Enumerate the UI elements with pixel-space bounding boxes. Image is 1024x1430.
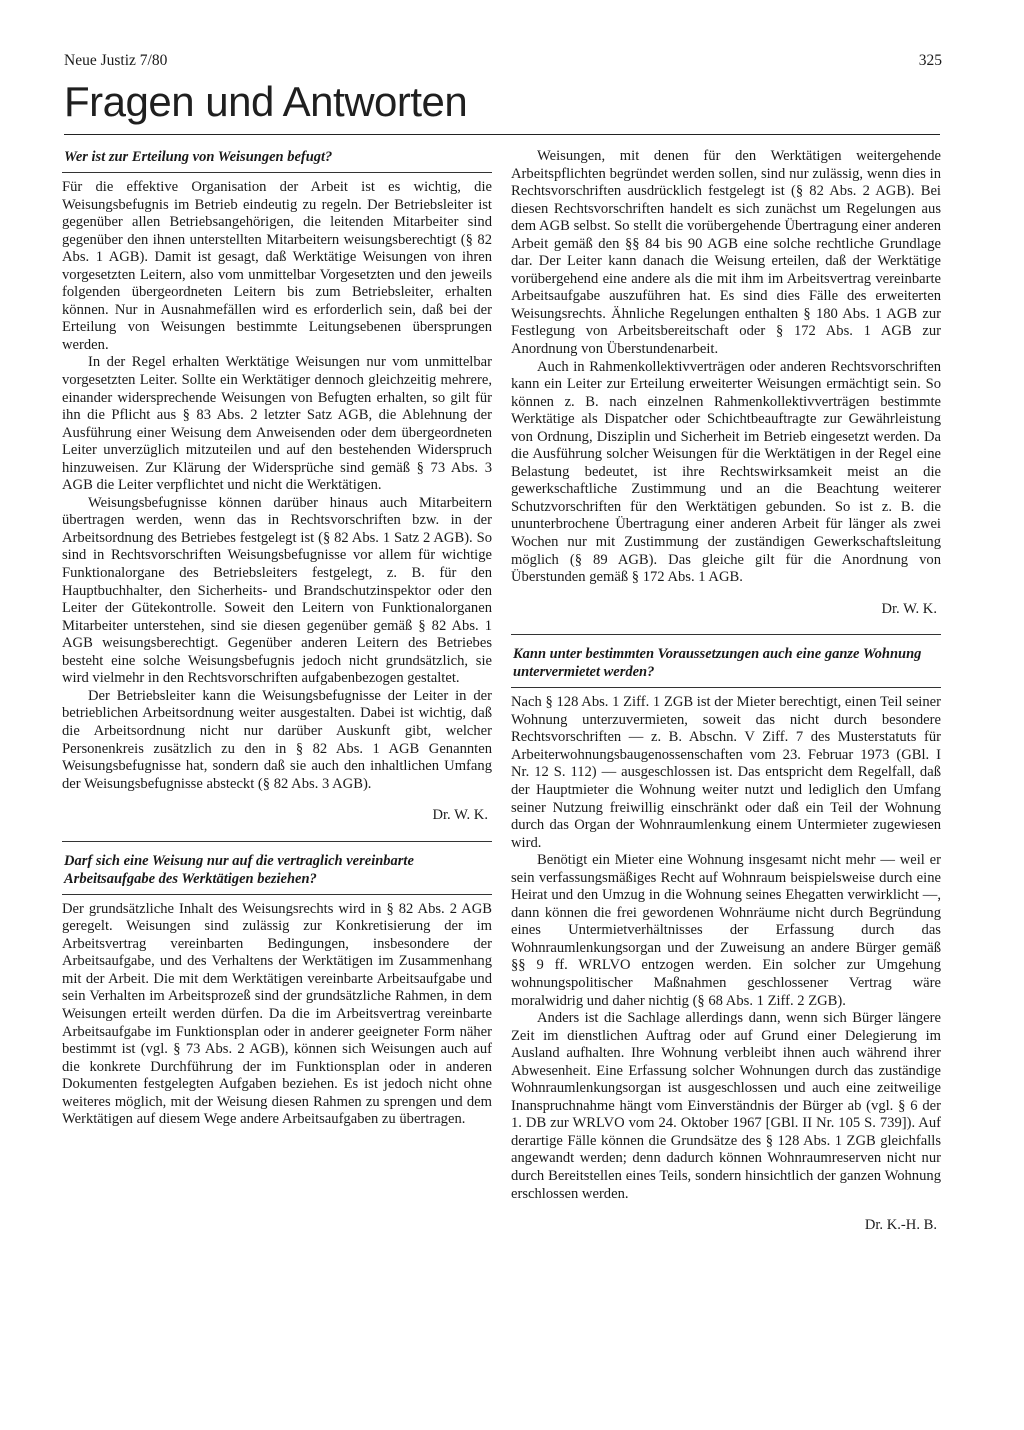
author-signature: Dr. K.-H. B. xyxy=(864,1217,937,1234)
answer-paragraph: Der grundsätzliche Inhalt des Weisungsrechts wird in § 82 Abs. 2 AGB geregelt. Weisungen sind zulässig zur Konkretisierung der im Arbeitsvertrag vereinbarten Bedingungen, insbesondere der Arbeitsaufgabe, und des Verhaltens der Werktätigen im Zusammenhang mit der Arbeit. Die mit dem Werktätigen vereinbarte Arbeitsaufgabe und sein Verhalten im Arbeitsprozeß sind der grundsätzliche Rahmen, in dem Weisungen erteilt werden dürfen. Da die im Arbeitsvertrag vereinbarte Arbeitsaufgabe im Funktionsplan oder in anderer geeigneter Form näher bestimmt ist (vgl. § 73 Abs. 2 AGB), können sich Weisungen auch auf die konkrete Durchführung der im Funktionsplan oder in anderen Dokumenten festgelegten Aufgaben beziehen. Es ist jedoch nicht ohne weiteres möglich, mit der Weisung diesen Rahmen zu sprengen und dem Werktätigen auf diesem Wege andere Arbeitsaufgaben zu übertragen. xyxy=(62,900,492,1128)
answer-paragraph: Auch in Rahmenkollektivverträgen oder anderen Rechtsvorschriften kann ein Leiter zur Erteilung erweiterter Weisungen ermächtigt sein. So können z. B. nach einzelnen Rahmenkollektivverträgen bestimmte Werktätige als Dispatcher oder Schichtbeauftragte zur Gewährleistung von Ordnung, Disziplin und Sicherheit im Betrieb eingesetzt werden. Da die Ausführung solcher Weisungen für die Werktätigen in der Regel eine Belastung bedeutet, ist ihre Rechtswirksamkeit meist an die gewerkschaftliche Zustimmung und an die Beachtung weiterer Schutzvorschriften für den Werktätigen gebunden. So ist z. B. die ununterbrochene Übertragung einer anderen Arbeit für länger als zwei Wochen nur mit Zustimmung der zuständigen Gewerkschaftsleitung möglich (§ 89 AGB). Das gleiche gilt für die Anordnung von Überstunden gemäß § 172 Abs. 1 AGB. xyxy=(511,358,941,586)
answer-body xyxy=(511,694,941,1203)
answer-paragraph: Anders ist die Sachlage allerdings dann, wenn sich Bürger längere Zeit im dienstlichen Auftrag oder auf Grund einer Delegierung im Ausland aufhalten. Ihre Wohnung verbleibt ihnen auch während ihrer Abwesenheit. Eine Erfassung solcher Wohnungen durch das zuständige Wohnraumlenkungsorgan ist ausgeschlossen und auch eine zeitweilige Inanspruchnahme hängt vom Einverständnis der Bürger ab (vgl. § 6 der 1. DB zur WRLVO vom 24. Oktober 1967 [GBl. II Nr. 105 S. 739]). Auf derartige Fälle können die Grundsätze des § 128 Abs. 1 ZGB gleichfalls angewandt werden; denn dadurch können Wohnraumreserven nicht nur durch Bereitstellen eines Teils, sondern hinsichtlich der ganzen Wohnung erschlossen werden. xyxy=(511,1010,941,1202)
item-divider xyxy=(511,634,941,635)
qa-item-untervermietung xyxy=(511,645,941,1234)
answer-body xyxy=(62,901,492,1129)
answer-paragraph: Weisungsbefugnisse können darüber hinaus auch Mitarbeitern übertragen werden, wenn das in Rechtsvorschriften bzw. in der Arbeitsordnung des Betriebes festgelegt ist (§ 82 Abs. 1 Satz 2 AGB). So sind in Rechtsvorschriften Weisungsbefugnisse vor allem für wichtige Funktionalorgane des Betriebsleiters festgelegt, z. B. für den Hauptbuchhalter, den Sicherheits- und Brandschutzinspektor oder den Leiter der Gütekontrolle. Soweit den Leitern von Funktionalorganen Mitarbeiter unterstehen, sind sie diesen gegenüber gemäß § 82 Abs. 1 AGB weisungsberechtigt. Gegenüber anderen Leitern des Betriebes besteht eine solche Weisungsbefugnis jedoch nicht grundsätzlich, sie wird vielmehr in den Rechtsvorschriften aufgabenbezogen gestaltet. xyxy=(62,494,492,687)
running-head xyxy=(64,52,942,72)
page-number: 325 xyxy=(918,52,942,69)
header-rule xyxy=(64,134,940,135)
qa-item-weisungsbefugnis xyxy=(62,148,492,825)
answer-paragraph: Benötigt ein Mieter eine Wohnung insgesamt nicht mehr — weil er sein verfassungsmäßiges Recht auf Wohnraum beispielsweise durch eine Heirat und den Umzug in die Wohnung seines Ehegatten verwirklicht —, dann können die frei gewordenen Wohnräume nicht durch Begründung eines Untermietverhältnisses der Erfassung durch das Wohnraumlenkungsorgan und der Zuweisung an andere Bürger gemäß §§ 9 ff. WRLVO entzogen werden. Ein solcher zur Umgehung wohnungspolitischer Maßnahmen geschlossener Vertrag wäre moralwidrig und daher nichtig (§ 68 Abs. 1 Ziff. 2 ZGB). xyxy=(511,852,941,1009)
author-signature: Dr. W. K. xyxy=(432,807,488,824)
section-title: Fragen und Antworten xyxy=(64,78,468,125)
item-divider xyxy=(62,841,492,842)
question-heading: Kann unter bestimmten Voraussetzungen auch eine ganze Wohnung untervermietet werden? xyxy=(511,645,941,688)
answer-paragraph: Der Betriebsleiter kann die Weisungsbefugnisse der Leiter in der betrieblichen Arbeitsordnung weiter ausgestalten. Dabei ist wichtig, daß die Arbeitsordnung nicht nur darüber Auskunft gibt, welcher Personenkreis zusätzlich zu den in § 82 Abs. 1 AGB Genannten Weisungsbefugnisse hat, sondern daß sie auch den inhaltlichen Umfang der Weisungsbefugnisse absteckt (§ 82 Abs. 3 AGB). xyxy=(62,687,492,792)
answer-paragraph: Weisungen, mit denen für den Werktätigen weitergehende Arbeitspflichten begründet werden sollen, sind nur zulässig, wenn dies in Rechtsvorschriften ausdrücklich festgelegt ist (§ 82 Abs. 2 AGB). Bei diesen Rechtsvorschriften handelt es sich zunächst um Regelungen aus dem AGB selbst. So stellt die vorübergehende Übertragung einer anderen Arbeit gemäß den §§ 84 bis 90 AGB eine solche rechtliche Grundlage dar. Der Leiter kann danach die Weisung erteilen, daß der Werktätige vorübergehend eine andere als die mit ihm im Arbeitsvertrag vereinbarte Arbeitsaufgabe auszuführen hat. Es sind dies Fälle des erweiterten Weisungsrechts. Ähnliche Regelungen enthalten § 180 Abs. 1 AGB zur Festlegung von Arbeitsbereitschaft oder § 172 Abs. 1 AGB zur Anordnung von Überstundenarbeit. xyxy=(511,148,941,358)
answer-paragraph: Nach § 128 Abs. 1 Ziff. 1 ZGB ist der Mieter berechtigt, einen Teil seiner Wohnung unterzuvermieten, soweit das nicht durch besondere Rechtsvorschriften — z. B. Abschn. V Ziff. 7 des Musterstatuts für Arbeiterwohnungsbaugenossenschaften vom 23. Februar 1973 (GBl. I Nr. 12 S. 112) — ausgeschlossen ist. Das entspricht dem Regelfall, daß der Hauptmieter die Wohnung weiter nutzt und lediglich den Umfang seiner Nutzung freiwillig einschränkt oder daß ein Teil der Wohnung durch das Organ der Wohnraumlenkung einem Untermieter zugewiesen wird. xyxy=(511,694,941,851)
answer-paragraph: Für die effektive Organisation der Arbeit ist es wichtig, die Weisungsbefugnis im Betrieb eindeutig zu regeln. Der Betriebsleiter ist gegenüber allen Betriebsangehörigen, die leitenden Mitarbeiter sind gegenüber den ihnen unterstellten Mitarbeitern weisungsberechtigt (§ 82 Abs. 1 AGB). Damit ist gesagt, daß Werktätige Weisungen von ihren vorgesetzten Leitern, also vom unmittelbar Vorgesetzten und den jeweils folgenden übergeordneten Leitern bis zum Betriebsleiter, erhalten können. Nur in Ausnahmefällen wird es erforderlich sein, daß bei der Erteilung von Weisungen bestimmte Leitungsebenen übersprungen werden. xyxy=(62,179,492,353)
qa-item-vertragliche-arbeitsaufgabe xyxy=(62,852,492,1129)
question-heading: Darf sich eine Weisung nur auf die vertraglich vereinbarte Arbeitsaufgabe des Werktätigen beziehen? xyxy=(62,852,492,895)
left-column xyxy=(62,148,492,1129)
answer-body xyxy=(62,179,492,793)
question-heading: Wer ist zur Erteilung von Weisungen befugt? xyxy=(62,148,492,173)
right-column xyxy=(511,148,941,1235)
journal-issue: Neue Justiz 7/80 xyxy=(64,52,168,69)
author-signature: Dr. W. K. xyxy=(881,600,937,617)
answer-body-continued xyxy=(511,148,941,587)
answer-paragraph: In der Regel erhalten Werktätige Weisungen nur vom unmittelbar vorgesetzten Leiter. Sollte ein Werktätiger dennoch gleichzeitig mehrere, einander widersprechende Weisungen von Befugten erhalten, so gilt für ihn die Pflicht aus § 83 Abs. 2 letzter Satz AGB, die Ablehnung der Ausführung einer Weisung dem Anweisenden oder dem übergeordneten Leiter unverzüglich mitzuteilen und auf den bestehenden Widerspruch hinzuweisen. Zur Klärung der Widersprüche sind gemäß § 73 Abs. 3 AGB die Leiter verpflichtet und nicht die Werktätigen. xyxy=(62,354,492,494)
